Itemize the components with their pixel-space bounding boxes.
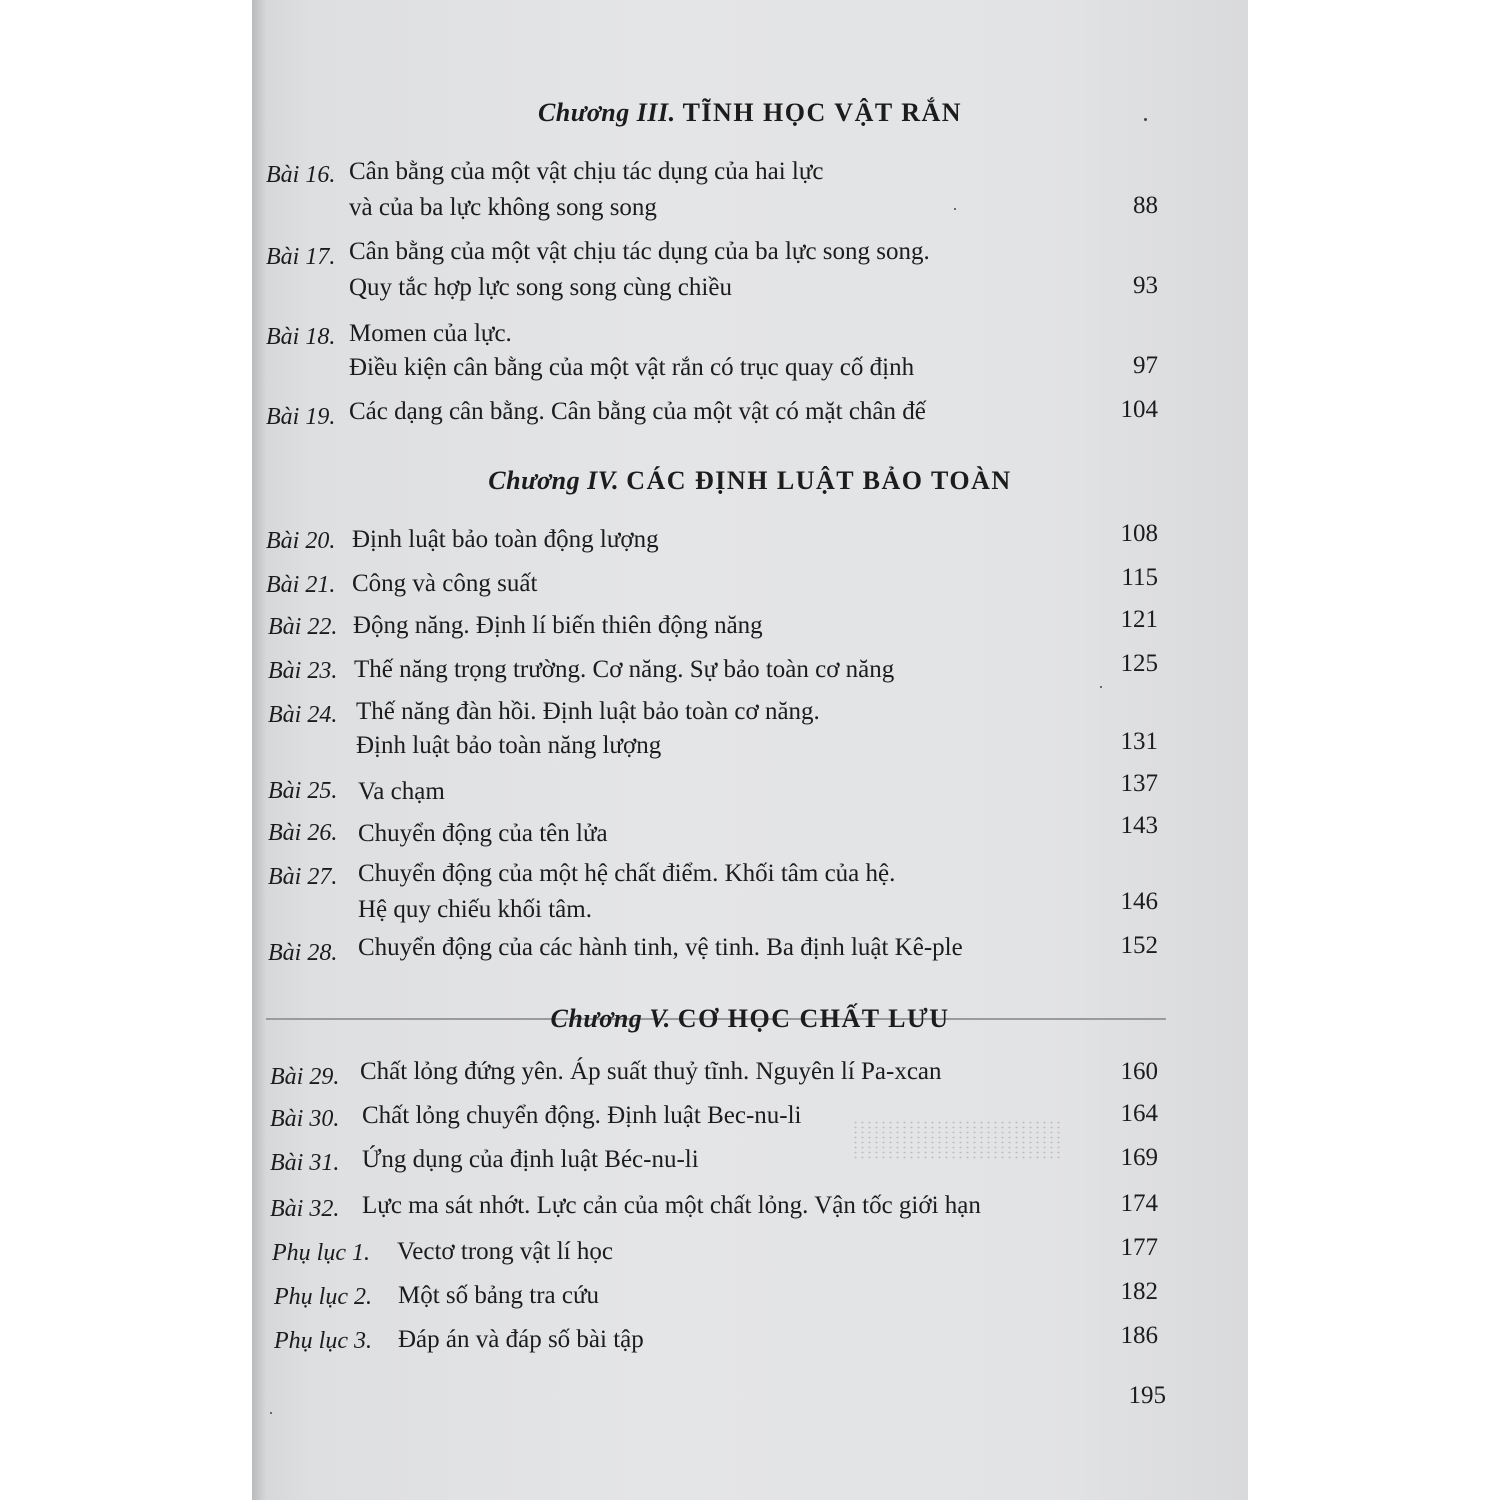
page-number: 169 (1120, 1144, 1158, 1171)
page-number: 137 (1120, 770, 1158, 797)
book-page (252, 0, 1248, 1500)
appendix-title: Một số bảng tra cứu (398, 1282, 600, 1309)
lesson-label: Bài 26. (268, 820, 338, 846)
chapter-title: CÁC ĐỊNH LUẬT BẢO TOÀN (626, 466, 1012, 495)
lesson-label: Bài 19. (266, 404, 336, 430)
lesson-title-continued: Định luật bảo toàn năng lượng (356, 732, 662, 759)
lesson-title: Động năng. Định lí biến thiên động năng (353, 612, 763, 639)
chapter-label: Chương V. (550, 1004, 671, 1033)
lesson-title-continued: Hệ quy chiếu khối tâm. (358, 896, 592, 923)
lesson-title: Chuyển động của các hành tinh, vệ tinh. Ba định luật Kê-ple (358, 934, 963, 961)
lesson-title: Chất lỏng chuyển động. Định luật Bec-nu-li (362, 1102, 802, 1129)
page-number: 121 (1120, 606, 1158, 633)
page-number: 174 (1120, 1190, 1158, 1217)
lesson-title: Va chạm (358, 778, 445, 805)
appendix-title: Đáp án và đáp số bài tập (398, 1326, 644, 1353)
lesson-title-continued: và của ba lực không song song (349, 194, 657, 221)
lesson-title: Chuyển động của tên lửa (358, 820, 608, 847)
page-number: 115 (1121, 564, 1158, 591)
appendix-label: Phụ lục 2. (274, 1284, 372, 1310)
folio-page-number: 195 (1128, 1382, 1166, 1409)
lesson-title: Cân bằng của một vật chịu tác dụng của ba lực song song. (349, 238, 930, 265)
lesson-title-continued: Quy tắc hợp lực song song cùng chiều (349, 274, 732, 301)
lesson-title-continued: Điều kiện cân bằng của một vật rắn có trục quay cố định (349, 354, 915, 381)
print-speck (270, 1412, 272, 1414)
page-number: 88 (1133, 192, 1158, 219)
chapter-heading (252, 466, 1248, 496)
lesson-title: Ứng dụng của định luật Béc-nu-li (362, 1146, 699, 1173)
lesson-label: Bài 29. (270, 1064, 340, 1090)
lesson-title: Công và công suất (352, 570, 538, 597)
page-number: 146 (1120, 888, 1158, 915)
page-number: 143 (1120, 812, 1158, 839)
chapter-heading (252, 1004, 1248, 1034)
lesson-title: Momen của lực. (349, 320, 512, 347)
lesson-label: Bài 24. (268, 702, 338, 728)
page-number: 177 (1120, 1234, 1158, 1261)
appendix-label: Phụ lục 3. (274, 1328, 372, 1354)
lesson-label: Bài 27. (268, 864, 338, 890)
page-number: 182 (1120, 1278, 1158, 1305)
lesson-label: Bài 16. (266, 162, 336, 188)
lesson-label: Bài 22. (268, 614, 338, 640)
lesson-label: Bài 31. (270, 1150, 340, 1176)
lesson-title: Chất lỏng đứng yên. Áp suất thuỷ tĩnh. Nguyên lí Pa-xcan (360, 1058, 942, 1085)
lesson-label: Bài 28. (268, 940, 338, 966)
page-number: 131 (1120, 728, 1158, 755)
lesson-label: Bài 21. (266, 572, 336, 598)
lesson-label: Bài 18. (266, 324, 336, 350)
lesson-title: Các dạng cân bằng. Cân bằng của một vật có mặt chân đế (349, 398, 926, 425)
print-speck (954, 208, 956, 210)
print-speck (1100, 686, 1102, 688)
page-number: 104 (1120, 396, 1158, 423)
appendix-title: Vectơ trong vật lí học (397, 1238, 613, 1265)
lesson-label: Bài 20. (266, 528, 336, 554)
page-number: 93 (1133, 272, 1158, 299)
chapter-heading (252, 98, 1248, 128)
chapter-title: CƠ HỌC CHẤT LƯU (677, 1004, 950, 1033)
page-number: 164 (1120, 1100, 1158, 1127)
chapter-title: TĨNH HỌC VẬT RẮN (682, 98, 963, 127)
lesson-label: Bài 32. (270, 1196, 340, 1222)
lesson-title: Thế năng trọng trường. Cơ năng. Sự bảo toàn cơ năng (354, 656, 895, 683)
page-number: 186 (1120, 1322, 1158, 1349)
chapter-label: Chương IV. (488, 466, 620, 495)
lesson-label: Bài 25. (268, 778, 338, 804)
lesson-title: Cân bằng của một vật chịu tác dụng của hai lực (349, 158, 824, 185)
page-number: 125 (1120, 650, 1158, 677)
lesson-label: Bài 30. (270, 1106, 340, 1132)
lesson-title: Thế năng đàn hồi. Định luật bảo toàn cơ năng. (356, 698, 820, 725)
lesson-title: Chuyển động của một hệ chất điểm. Khối tâm của hệ. (358, 860, 896, 887)
lesson-title: Lực ma sát nhớt. Lực cản của một chất lỏng. Vận tốc giới hạn (362, 1192, 981, 1219)
chapter-label: Chương III. (537, 98, 676, 127)
lesson-label: Bài 23. (268, 658, 338, 684)
lesson-title: Định luật bảo toàn động lượng (352, 526, 659, 553)
print-noise (852, 1120, 1062, 1160)
page-number: 97 (1133, 352, 1158, 379)
appendix-label: Phụ lục 1. (272, 1240, 370, 1266)
lesson-label: Bài 17. (266, 244, 336, 270)
page-number: 152 (1120, 932, 1158, 959)
page-number: 160 (1120, 1058, 1158, 1085)
page-number: 108 (1120, 520, 1158, 547)
